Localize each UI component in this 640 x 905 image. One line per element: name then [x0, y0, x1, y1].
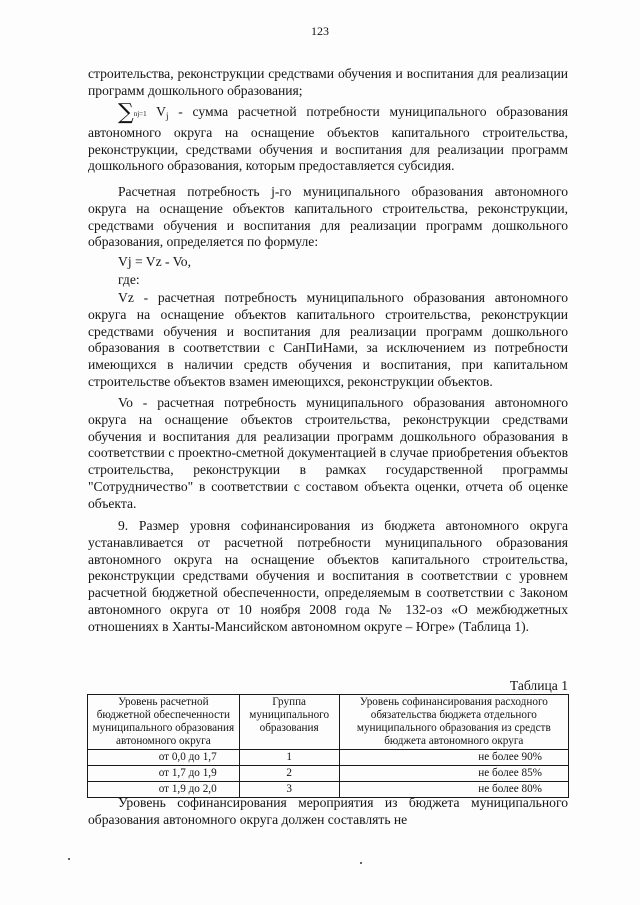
sum-variable: V — [156, 104, 166, 119]
table-cell: не более 85% — [339, 766, 568, 782]
paragraph-6 — [88, 518, 568, 636]
table-cell: не более 90% — [339, 750, 568, 766]
page-number: 123 — [311, 24, 329, 38]
table-row — [88, 750, 569, 766]
table-header-cell: Уровень софинансирования расходного обязательства бюджета отдельного муниципального образования из средств бюджета автономного округа — [339, 695, 568, 750]
cofinancing-table — [87, 694, 569, 798]
paragraph-5-text: Vo - расчетная потребность муниципального образования автономного округа на оснащение объектов строительства, реконструкции средствами обучения и воспитания для реализации программ дошкольного образования в соответствии с проектно-сметной документацией в случае приобретения объектов строительства, реконструкции в рамках государственной программы "Сотрудничество" в соответствии с составом объекта оценки, отчета об оценке объекта. — [88, 395, 568, 511]
table-cell: от 0,0 до 1,7 — [88, 750, 240, 766]
table-cell: 2 — [239, 766, 339, 782]
paragraph-1 — [88, 66, 568, 100]
scan-mark — [360, 862, 362, 864]
paragraph-3 — [88, 184, 568, 251]
sum-lower-limit: j=1 — [137, 110, 147, 118]
table-cell: 3 — [239, 782, 339, 798]
paragraph-7 — [88, 795, 568, 829]
paragraph-3-text: Расчетная потребность j-го муниципального образования автономного округа на оснащение объектов капитального строительства, реконструкции, средствами обучения и воспитания для реализации программ дошкольного образования, определяется по формуле: — [88, 184, 568, 250]
paragraph-2 — [88, 100, 568, 175]
paragraph-4-text: Vz - расчетная потребность муниципального образования автономного округа на оснащение объектов капитального строительства, реконструкции средствами обучения и воспитания для реализации программ дошкольного образования в соответствии с СанПиНами, за исключением из потребности имеющихся в наличии средств обучения и воспитания, при капитальном строительстве объектов взамен имеющихся, реконструкции объектов. — [88, 290, 568, 389]
table-caption: Таблица 1 — [509, 678, 568, 693]
table-header-cell: Группа муниципального образования — [239, 695, 339, 750]
table-cell: от 1,9 до 2,0 — [88, 782, 240, 798]
table-cell: от 1,7 до 1,9 — [88, 766, 240, 782]
table-cell: не более 80% — [339, 782, 568, 798]
paragraph-1-text: строительства, реконструкции средствами обучения и воспитания для реализации программ дошкольного образования; — [88, 66, 568, 98]
sum-description: - сумма расчетной потребности муниципального образования автономного округа на оснащение объектов капитального строительства, реконструкции, средствами обучения и воспитания для реализации программ дошкольного образования, которым предоставляется субсидия. — [88, 104, 568, 174]
paragraph-4 — [88, 290, 568, 391]
sum-symbol: ∑ — [118, 100, 134, 125]
formula: Vj = Vz - Vo, — [118, 254, 191, 269]
where-label: где: — [118, 272, 140, 287]
paragraph-5 — [88, 395, 568, 513]
paragraph-7-text: Уровень софинансирования мероприятия из бюджета муниципального образования автономного округа должен составлять не — [88, 795, 568, 827]
table-header-row — [88, 695, 569, 750]
paragraph-2-text — [88, 100, 568, 175]
table-cell: 1 — [239, 750, 339, 766]
sum-variable-subscript: j — [165, 111, 169, 121]
sum-upper-limit: n — [133, 110, 138, 118]
scan-mark — [68, 858, 70, 860]
table-header-cell: Уровень расчетной бюджетной обеспеченности муниципального образования автономного округа — [88, 695, 240, 750]
table-row — [88, 766, 569, 782]
paragraph-6-text: 9. Размер уровня софинансирования из бюджета автономного округа устанавливается от расчетной потребности муниципального образования автономного округа на оснащение объектов капитального строительства, реконструкции средствами обучения и воспитания в соответствии с уровнем расчетной бюджетной обеспеченности, определяемым в соответствии с Законом автономного округа от 10 ноября 2008 года № 132-оз «О межбюджетных отношениях в Ханты-Мансийском автономном округе – Югре» (Таблица 1). — [88, 518, 568, 634]
